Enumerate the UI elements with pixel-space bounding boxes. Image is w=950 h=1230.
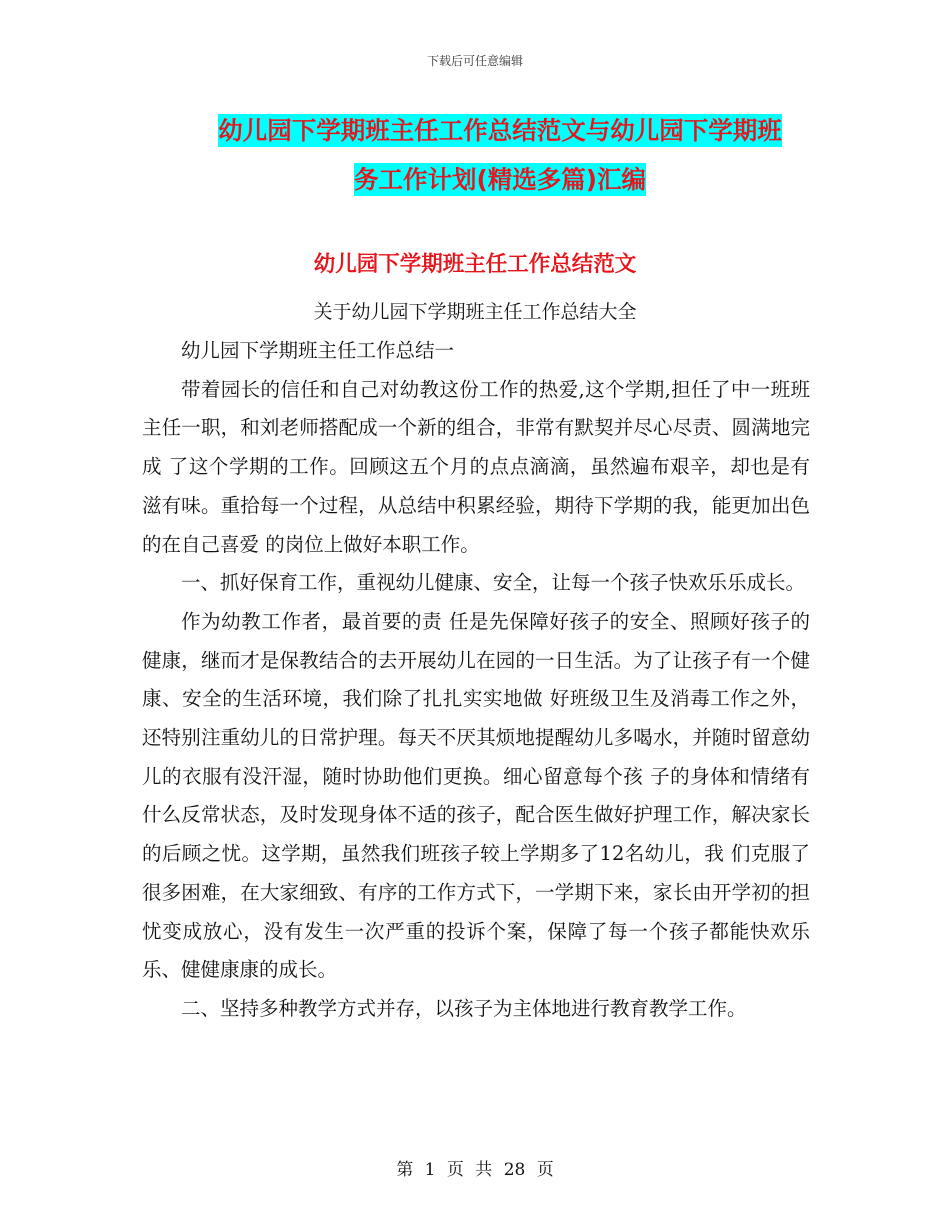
- document-title: [185, 106, 815, 204]
- body-text: [142, 332, 810, 1029]
- paragraph: 带着园长的信任和自己对幼教这份工作的热爱,这个学期,担任了中一班班主任一职，和刘老师搭配成一个新的组合，非常有默契并尽心尽责、圆满地完成 了这个学期的工作。回顾这五个月的点点滴滴，虽然遍布艰辛，却也是有滋有味。重拾每一个过程，从总结中积累经验，期待下学期的我，能更加出色的在自己喜爱 的岗位上做好本职工作。: [142, 377, 810, 556]
- header-note: 下载后可任意编辑: [426, 54, 523, 68]
- document-title-line-2: 务工作计划(精选多篇)汇编: [354, 165, 646, 194]
- page-footer: 第 1 页 共 28 页: [396, 1160, 554, 1180]
- paragraph: 二、坚持多种教学方式并存，以孩子为主体地进行教育教学工作。: [181, 996, 747, 1020]
- paragraph: 作为幼教工作者，最首要的责 任是先保障好孩子的安全、照顾好孩子的健康，继而才是保教结合的去开展幼儿在园的一日生活。为了让孩子有一个健康、安全的生活环境，我们除了扎扎实实地做 好班级卫生及消毒工作之外，还特别注重幼儿的日常护理。每天不厌其烦地提醒幼儿多喝水，并随时留意幼儿的衣服有没汗湿，随时协助他们更换。细心留意每个孩 子的身体和情绪有什么反常状态，及时发现身体不适的孩子，配合医生做好护理工作，解决家长的后顾之忧。这学期，虽然我们班孩子较上学期多了12名幼儿，我 们克服了很多困难，在大家细致、有序的工作方式下，一学期下来，家长由开学初的担忧变成放心，没有发生一次严重的投诉个案，保障了每一个孩子都能快欢乐 乐、健健康康的成长。: [142, 609, 810, 982]
- paragraph: 一、抓好保育工作，重视幼儿健康、安全，让每一个孩子快欢乐乐成长。: [181, 571, 806, 595]
- subtitle: 关于幼儿园下学期班主任工作总结大全: [313, 301, 637, 323]
- document-title-line-1: 幼儿园下学期班主任工作总结范文与幼儿园下学期班: [218, 116, 782, 145]
- paragraph: 幼儿园下学期班主任工作总结一: [181, 339, 455, 362]
- section-title: 幼儿园下学期班主任工作总结范文: [313, 252, 637, 277]
